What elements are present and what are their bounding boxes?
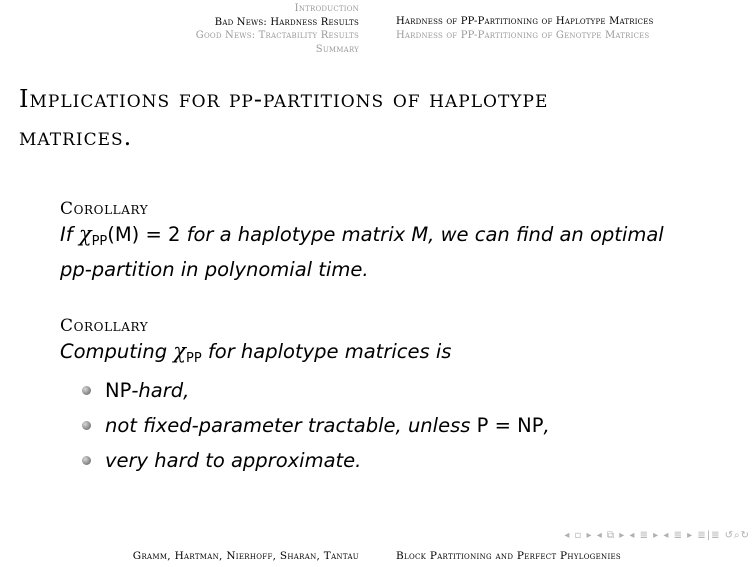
- corollary-2-title: Corollary: [60, 316, 149, 336]
- nav-section-good-news[interactable]: Good News: Tractability Results: [195, 30, 359, 42]
- chi-symbol: χ: [173, 339, 187, 363]
- corollary-block-2: [60, 315, 740, 482]
- list-item: [60, 377, 740, 412]
- corollary-2-intro: [60, 337, 740, 373]
- chi-argument: (M) = 2: [107, 223, 181, 246]
- corollary-1-rest: for a haplotype matrix M, we can find an optimal: [186, 223, 664, 246]
- corollary-block-1: [60, 198, 740, 284]
- intro-after: for haplotype matrices is: [207, 340, 452, 363]
- subsection-nav: [396, 15, 654, 42]
- corollary-2-list: [60, 377, 740, 482]
- corollary-1-line2: pp-partition in polynomial time.: [60, 258, 369, 281]
- nav-subsection-haplotype[interactable]: Hardness of PP-Partitioning of Haplotype Matrices: [396, 16, 654, 27]
- nav-section-introduction[interactable]: Introduction: [294, 3, 359, 14]
- chi-symbol: χ: [78, 222, 92, 246]
- section-nav: [196, 2, 359, 56]
- footer-authors: Gramm, Hartman, Nierhoff, Sharan, Tantau: [132, 550, 359, 562]
- list-item: [60, 412, 740, 447]
- nav-section-bad-news[interactable]: Bad News: Hardness Results: [214, 16, 359, 28]
- item-italic: very hard to approximate.: [105, 449, 362, 472]
- item-upright: NP: [105, 379, 132, 402]
- nav-section-summary[interactable]: Summary: [315, 43, 359, 55]
- item-tail: ,: [543, 414, 550, 437]
- item-italic: not fixed-parameter tractable, unless: [105, 414, 471, 437]
- if-word: If: [60, 223, 73, 246]
- corollary-1-line1: [60, 220, 740, 256]
- item-italic: -hard,: [131, 379, 190, 402]
- frame-title: [19, 80, 719, 156]
- bullet-icon: [82, 386, 91, 395]
- chi-subscript: PP: [91, 234, 108, 249]
- bullet-icon: [82, 456, 91, 465]
- beamer-navigation-icons[interactable]: ◂ ▫ ▸ ◂ ⧉ ▸ ◂ ≣ ▸ ◂ ≣ ▸ ≣|≣ ↺⌕↻: [564, 530, 750, 541]
- corollary-2-body: [60, 337, 740, 482]
- list-item: [60, 447, 740, 482]
- frame-title-line2: matrices.: [19, 123, 133, 151]
- chi-subscript: PP: [186, 351, 202, 366]
- nav-subsection-genotype[interactable]: Hardness of PP-Partitioning of Genotype Matrices: [396, 29, 650, 41]
- intro-before: Computing: [60, 340, 168, 363]
- footer-title: Block Partitioning and Perfect Phylogenies: [396, 550, 622, 562]
- item-upright: P = NP: [476, 414, 544, 437]
- frame-title-line1: Implications for pp-partitions of haplotype: [19, 85, 549, 113]
- bullet-icon: [82, 421, 91, 430]
- corollary-1-body: [60, 220, 740, 284]
- corollary-1-title: Corollary: [60, 199, 149, 219]
